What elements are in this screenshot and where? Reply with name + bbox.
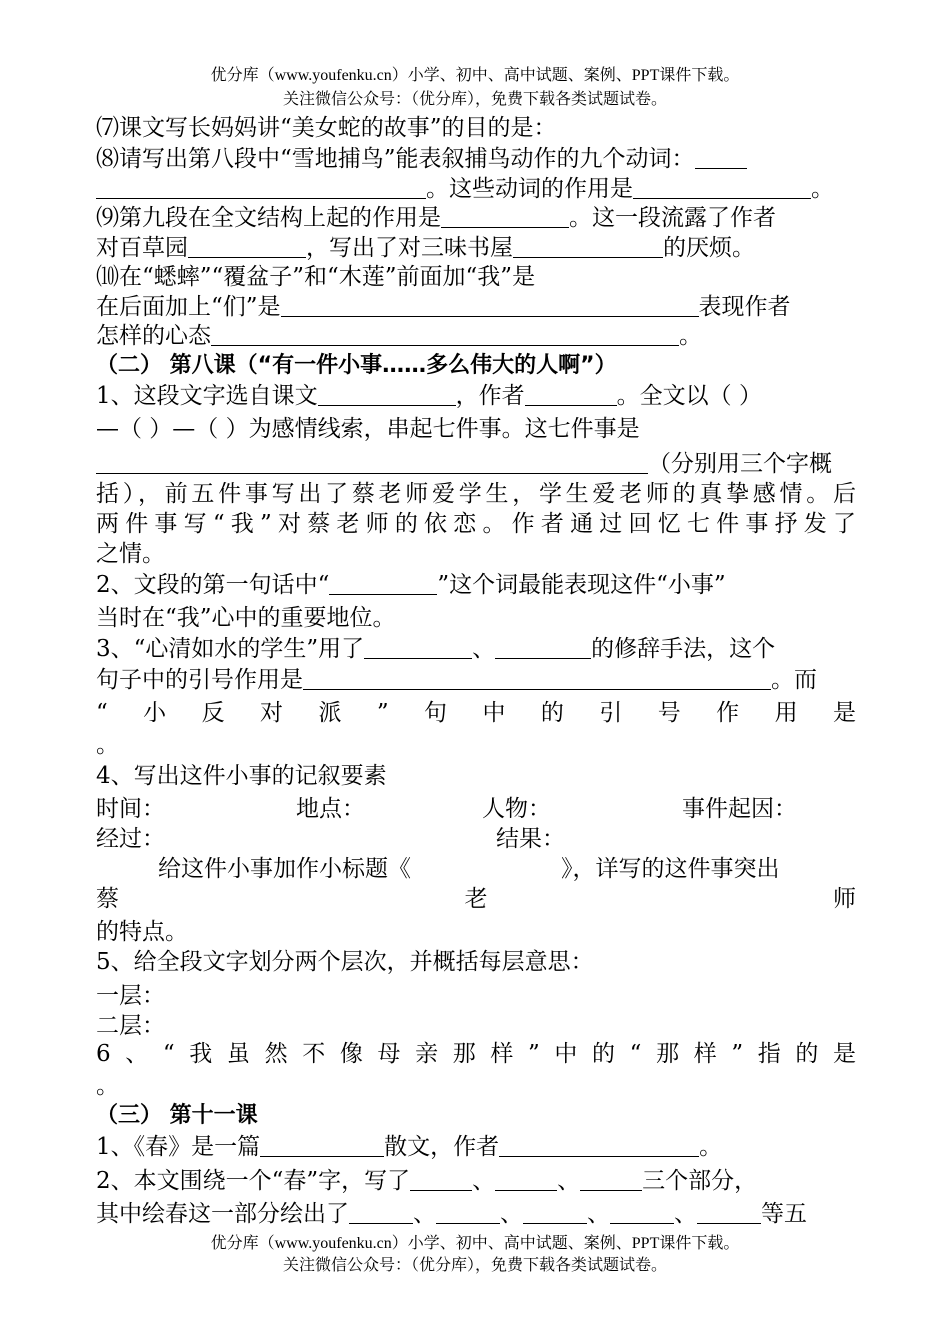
answer-blank[interactable] <box>513 235 663 258</box>
label-process: 经过： <box>96 826 165 852</box>
p2-q4-feature: 的特点。 <box>96 919 188 945</box>
p2-q4-title-text: 给这件小事加作小标题《 <box>158 856 411 882</box>
answer-blank[interactable] <box>523 1201 587 1224</box>
p2-q1-text-3: 。全文以（ ） <box>616 383 762 409</box>
question-9-line-2 <box>96 233 755 263</box>
answer-blank[interactable] <box>188 235 306 258</box>
p2-q1-text-2: ，作者 <box>455 383 525 409</box>
punctuation: 、 <box>557 1168 581 1194</box>
answer-blank[interactable] <box>441 205 569 228</box>
p2-question-1-line-3 <box>96 449 832 479</box>
p2-q2-text: 2、文段的第一句话中“ <box>96 572 330 598</box>
answer-blank[interactable] <box>495 636 591 659</box>
answer-blank[interactable] <box>697 1201 761 1224</box>
question-9-text-2: 。这一段流露了作者 <box>569 205 776 231</box>
answer-blank[interactable] <box>303 667 771 690</box>
p2-question-3-line-4: 。 <box>96 732 119 758</box>
p3-question-2-line-2 <box>96 1199 807 1229</box>
label-people: 人物： <box>482 796 551 822</box>
p3-q1-text-2: 散文，作者 <box>384 1134 500 1160</box>
answer-blank[interactable] <box>349 1201 413 1224</box>
question-10-text: 在后面加上“们”是 <box>96 294 281 320</box>
p2-question-2-line-1 <box>96 570 726 600</box>
p2-question-1-line-2: —（ ）—（ ）为感情线索，串起七件事。这七件事是 <box>96 416 640 442</box>
p2-q2-text-2: ”这个词最能表现这件“小事” <box>437 572 726 598</box>
p2-question-3-line-3: “小反对派”句中的引号作用是 <box>96 700 856 726</box>
question-10-line-2 <box>96 292 791 322</box>
punctuation: 、 <box>500 1201 523 1227</box>
answer-blank[interactable] <box>329 572 437 595</box>
p2-q4-title-text-2: 》，详写的这件事突出 <box>561 856 780 882</box>
header-line-2: 关注微信公众号：（优分库），免费下载各类试题试卷。 <box>282 91 667 108</box>
question-8-text: ⑻请写出第八段中“雪地捕鸟”能表叙捕鸟动作的九个动词： <box>96 146 695 172</box>
answer-blank[interactable] <box>499 1134 699 1157</box>
p2-question-1-line-1 <box>96 381 762 411</box>
label-place: 地点： <box>296 796 365 822</box>
footer-line-1: 优分库（www.youfenku.cn）小学、初中、高中试题、案例、PPT课件下载。 <box>210 1235 740 1252</box>
answer-blank[interactable] <box>96 451 648 474</box>
p2-q5-layer-2: 二层： <box>96 1013 165 1039</box>
punctuation: 、 <box>674 1201 697 1227</box>
question-7: ⑺课文写长妈妈讲“美女蛇的故事”的目的是： <box>96 115 557 141</box>
p3-q2-text: 2、本文围绕一个“春”字，写了 <box>96 1168 411 1194</box>
footer-line-2: 关注微信公众号：（优分库），免费下载各类试题试卷。 <box>282 1257 667 1274</box>
answer-blank[interactable] <box>436 1201 500 1224</box>
answer-blank[interactable] <box>410 1168 472 1191</box>
p2-question-6: 6、“我虽然不像母亲那样”中的“那样”指的是 <box>96 1041 856 1067</box>
p3-question-2-line-1 <box>96 1166 757 1196</box>
punctuation: 。 <box>811 176 834 202</box>
p2-q3-text-2: 的修辞手法，这个 <box>591 636 776 662</box>
question-9-text-3: 对百草园 <box>96 235 188 261</box>
answer-blank[interactable] <box>318 383 456 406</box>
answer-blank[interactable] <box>364 636 472 659</box>
p2-question-3-line-2 <box>96 665 817 695</box>
section-3-title: （三） 第十一课 <box>96 1103 258 1128</box>
p2-q4-teacher: 蔡老师 <box>96 886 856 912</box>
answer-blank[interactable] <box>495 1168 557 1191</box>
question-9-text-5: 的厌烦。 <box>663 235 755 261</box>
p2-question-4-title: 4、写出这件小事的记叙要素 <box>96 763 387 789</box>
label-result: 结果： <box>496 826 565 852</box>
p2-question-1-line-4: 括），前五件事写出了蔡老师爱学生，学生爱老师的真挚感情。后 <box>96 481 856 507</box>
p2-question-1-line-5: 两件事写“我”对蔡老师的依恋。作者通过回忆七件事抒发了 <box>96 511 856 537</box>
p2-q3-text-3: 句子中的引号作用是 <box>96 667 303 693</box>
p3-q2-text-3: 其中绘春这一部分绘出了 <box>96 1201 349 1227</box>
p3-question-1 <box>96 1132 722 1162</box>
answer-blank[interactable] <box>610 1201 674 1224</box>
answer-blank[interactable] <box>96 176 426 199</box>
question-10-text-2: 表现作者 <box>698 294 791 320</box>
answer-blank[interactable] <box>211 323 679 346</box>
label-time: 时间： <box>96 796 165 822</box>
question-9-text-4: ，写出了对三味书屋 <box>306 235 513 261</box>
answer-blank[interactable] <box>633 176 811 199</box>
section-2-title: （二） 第八课（“有一件小事……多么伟大的人啊”） <box>96 353 617 378</box>
question-10-text-3: 怎样的心态 <box>96 323 211 349</box>
p2-q1-text-4: （分别用三个字概 <box>648 451 832 477</box>
p3-q2-text-4: 等五 <box>761 1201 807 1227</box>
answer-blank[interactable] <box>525 383 617 406</box>
p3-q2-text-2: 三个部分， <box>642 1168 758 1194</box>
p2-q5-layer-1: 一层： <box>96 983 165 1009</box>
p3-q1-text: 1、《春》是一篇 <box>96 1134 261 1160</box>
punctuation: 、 <box>413 1201 436 1227</box>
punctuation: 。 <box>679 323 702 349</box>
p2-question-3-line-1 <box>96 634 775 664</box>
p2-question-1-line-6: 之情。 <box>96 541 165 567</box>
answer-blank[interactable] <box>695 146 747 169</box>
header-line-1: 优分库（www.youfenku.cn）小学、初中、高中试题、案例、PPT课件下载。 <box>210 67 740 84</box>
punctuation: 、 <box>472 1168 496 1194</box>
punctuation: 、 <box>472 636 496 662</box>
p2-q6-end: 。 <box>96 1073 119 1099</box>
question-10-line-3 <box>96 321 702 351</box>
question-9-text: ⑼第九段在全文结构上起的作用是 <box>96 205 441 231</box>
question-9-line-1 <box>96 203 776 233</box>
question-10-line-1: ⑽在“蟋蟀”“覆盆子”和“木莲”前面加“我”是 <box>96 264 536 290</box>
punctuation: 、 <box>587 1201 610 1227</box>
label-cause: 事件起因： <box>682 796 797 822</box>
p2-q3-text: 3、“心清如水的学生”用了 <box>96 636 365 662</box>
answer-blank[interactable] <box>281 294 699 317</box>
p2-q4-title-prompt <box>158 854 780 884</box>
p2-q3-text-4: 。而 <box>771 667 817 693</box>
question-8-text-2: 。这些动词的作用是 <box>426 176 633 202</box>
answer-blank[interactable] <box>260 1134 384 1157</box>
answer-blank[interactable] <box>580 1168 642 1191</box>
question-8-line-2 <box>96 174 834 204</box>
punctuation: 。 <box>699 1134 723 1160</box>
p2-question-5: 5、给全段文字划分两个层次，并概括每层意思： <box>96 949 594 975</box>
question-8-line-1 <box>96 144 747 174</box>
p2-question-2-line-2: 当时在“我”心中的重要地位。 <box>96 605 396 631</box>
p2-q1-text: 1、这段文字选自课文 <box>96 383 318 409</box>
